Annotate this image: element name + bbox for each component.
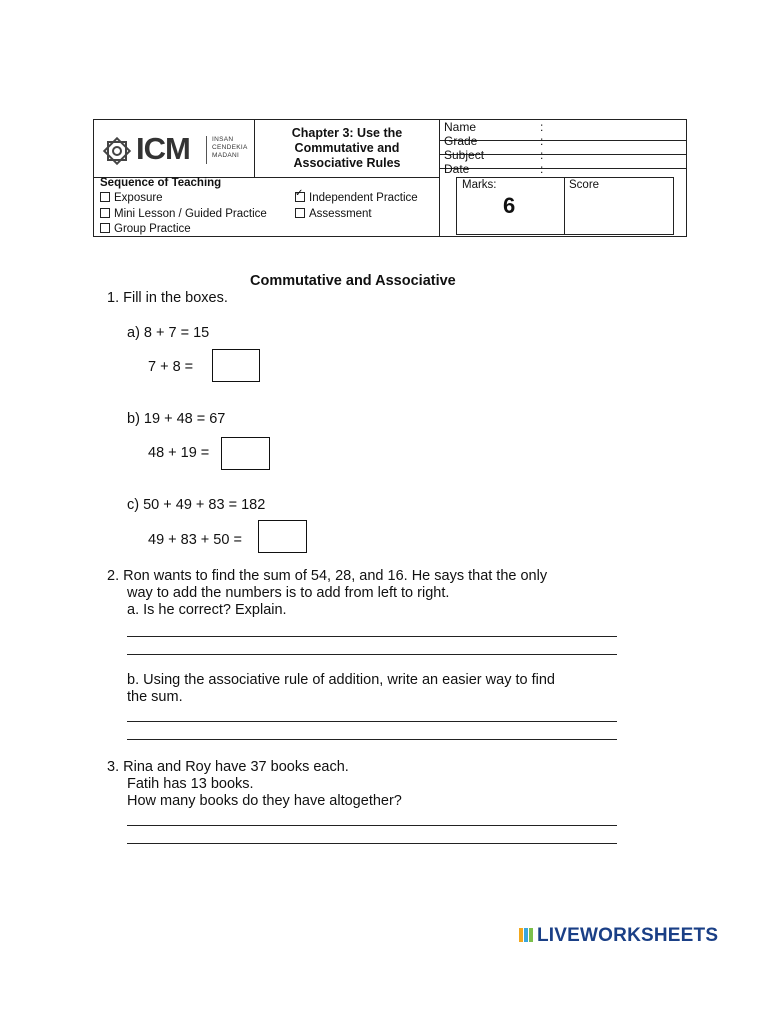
logo-text: ICM (136, 131, 190, 166)
marks-box (456, 177, 674, 235)
q1b-answer-box[interactable] (221, 437, 270, 470)
sequence-item-label: Exposure (114, 192, 163, 204)
checkbox-checked (295, 192, 305, 202)
q1b-prompt: 48 + 19 = (148, 445, 210, 461)
checkbox (100, 208, 110, 218)
q3-answer-line[interactable] (127, 843, 617, 844)
q1c-given: c) 50 + 49 + 83 = 182 (127, 497, 266, 513)
q1c-answer-box[interactable] (258, 520, 307, 553)
q2-line: 2. Ron wants to find the sum of 54, 28, and 16. He says that the only (107, 568, 548, 584)
q3-answer-line[interactable] (127, 825, 617, 826)
name-label: Name (444, 120, 477, 134)
subject-label: Subject (444, 148, 485, 162)
q1-stem: 1. Fill in the boxes. (107, 290, 228, 306)
sequence-item-independent-practice (295, 192, 418, 204)
q2-line: a. Is he correct? Explain. (127, 602, 287, 618)
chapter-title-line: Associative Rules (293, 156, 401, 170)
q2b-line: the sum. (127, 689, 183, 705)
sequence-item-assessment (295, 208, 372, 220)
sequence-item-exposure (100, 192, 163, 204)
q3-line: Fatih has 13 books. (127, 776, 254, 792)
sequence-item-label: Mini Lesson / Guided Practice (114, 208, 267, 220)
marks-value: 6 (503, 193, 516, 218)
marks-label: Marks: (462, 179, 497, 191)
score-label: Score (569, 179, 600, 191)
sequence-item-label: Independent Practice (309, 192, 418, 204)
checkbox (295, 208, 305, 218)
liveworksheets-brand[interactable]: LIVEWORKSHEETS (537, 925, 719, 946)
sequence-item-label: Assessment (309, 208, 372, 220)
sequence-item-label: Group Practice (114, 223, 191, 235)
q2b-answer-line[interactable] (127, 739, 617, 740)
chapter-title-line: Commutative and (294, 141, 400, 155)
grade-field[interactable]: : (540, 134, 544, 148)
q1c-prompt: 49 + 83 + 50 = (148, 532, 242, 548)
worksheet-title: Commutative and Associative (250, 273, 456, 289)
q1b-given: b) 19 + 48 = 67 (127, 411, 226, 427)
logo-subtitle-line: MADANI (212, 152, 240, 159)
q3-line: How many books do they have altogether? (127, 793, 402, 809)
q2-line: way to add the numbers is to add from left to right. (127, 585, 450, 601)
date-label: Date (444, 162, 470, 176)
chapter-title-line: Chapter 3: Use the (291, 126, 403, 140)
grade-label: Grade (444, 134, 478, 148)
header-table (93, 119, 687, 237)
date-field[interactable]: : (540, 162, 544, 176)
q1a-prompt: 7 + 8 = (148, 359, 194, 375)
liveworksheets-logo-icon (519, 928, 535, 942)
icm-logo-icon (100, 134, 134, 168)
q3-line: 3. Rina and Roy have 37 books each. (107, 759, 349, 775)
q2a-answer-line[interactable] (127, 654, 617, 655)
q2b-answer-line[interactable] (127, 721, 617, 722)
subject-field[interactable]: : (540, 148, 544, 162)
q1a-answer-box[interactable] (212, 349, 260, 382)
logo-subtitle-line: INSAN (212, 136, 234, 143)
logo-divider (206, 136, 207, 164)
divider (564, 178, 565, 234)
sequence-item-group-practice (100, 223, 191, 235)
divider (439, 168, 686, 169)
checkbox (100, 223, 110, 233)
checkbox (100, 192, 110, 202)
q2a-answer-line[interactable] (127, 636, 617, 637)
chapter-title (254, 126, 440, 171)
logo-subtitle-line: CENDEKIA (212, 144, 248, 151)
q2b-line: b. Using the associative rule of addition, write an easier way to find (127, 672, 555, 688)
logo-subtitle (212, 136, 248, 160)
name-field[interactable]: : (540, 120, 544, 134)
sequence-item-mini-lesson (100, 208, 267, 220)
sequence-title: Sequence of Teaching (100, 177, 222, 189)
q1a-given: a) 8 + 7 = 15 (127, 325, 210, 341)
